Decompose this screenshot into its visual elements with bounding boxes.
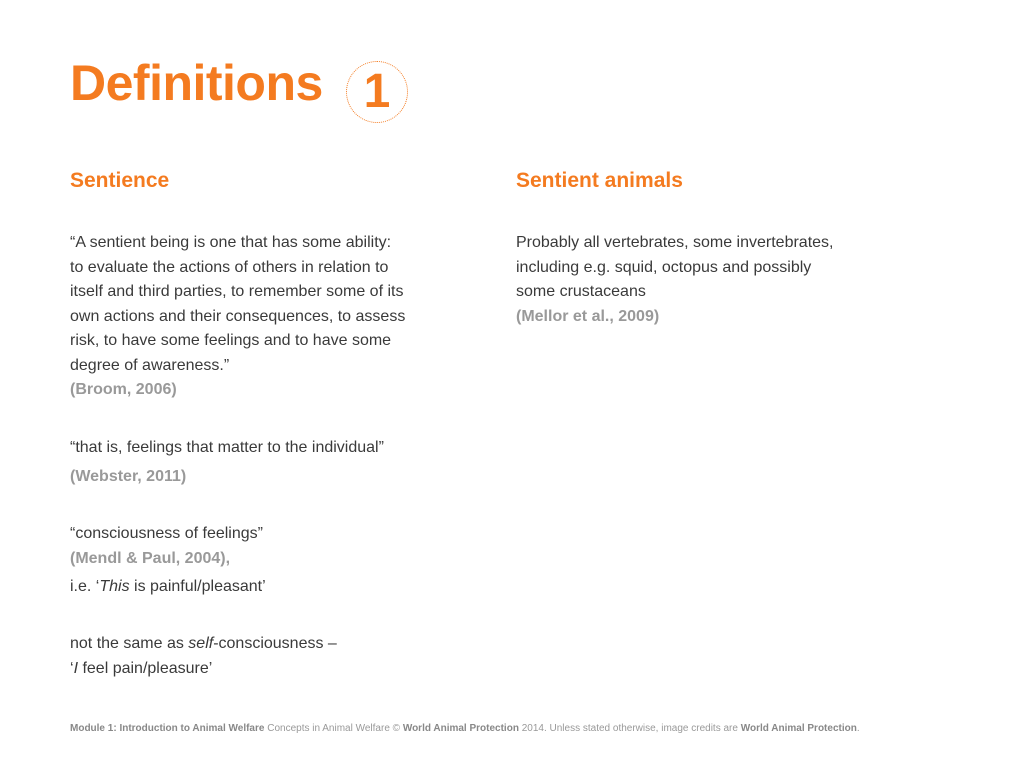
heading-sentient-animals: Sentient animals — [516, 169, 683, 192]
heading-sentience: Sentience — [70, 169, 170, 192]
ie-line: i.e. ‘This is painful/pleasant’ — [70, 578, 266, 595]
feelings-quote-block — [70, 436, 490, 489]
not-same-line: not the same as self-consciousness – — [70, 635, 337, 652]
quote-line: own actions and their consequences, to assess — [70, 307, 406, 325]
footer: Module 1: Introduction to Animal Welfare Concepts in Animal Welfare © World Animal Protection 2014. Unless stated otherwise, image credits are World Animal Protection. — [70, 723, 860, 734]
self-consciousness-block — [70, 632, 490, 681]
animals-line: including e.g. squid, octopus and possibly — [516, 258, 812, 276]
page-title: Definitions — [70, 55, 323, 111]
citation-mellor: (Mellor et al., 2009) — [516, 307, 660, 325]
feelings-quote: “that is, feelings that matter to the individual” — [70, 439, 384, 456]
animals-line: some crustaceans — [516, 283, 646, 300]
quote-line: itself and third parties, to remember some of its — [70, 283, 404, 300]
quote-line: degree of awareness.” — [70, 356, 230, 374]
slide-number-badge: 1 — [346, 61, 408, 123]
sentience-definition — [70, 231, 470, 403]
sentient-animals-text — [516, 231, 916, 329]
quote-line: “A sentient being is one that has some ability: — [70, 234, 392, 251]
animals-line: Probably all vertebrates, some invertebrates, — [516, 234, 834, 251]
quote-line: to evaluate the actions of others in relation to — [70, 258, 389, 276]
citation-mendl-paul: (Mendl & Paul, 2004), — [70, 549, 231, 567]
quote-line: risk, to have some feelings and to have some — [70, 332, 392, 349]
consciousness-quote: “consciousness of feelings” — [70, 525, 263, 542]
citation-broom: (Broom, 2006) — [70, 381, 177, 398]
consciousness-block — [70, 522, 490, 600]
citation-webster: (Webster, 2011) — [70, 467, 187, 485]
feel-line: ‘I feel pain/pleasure’ — [70, 659, 213, 677]
